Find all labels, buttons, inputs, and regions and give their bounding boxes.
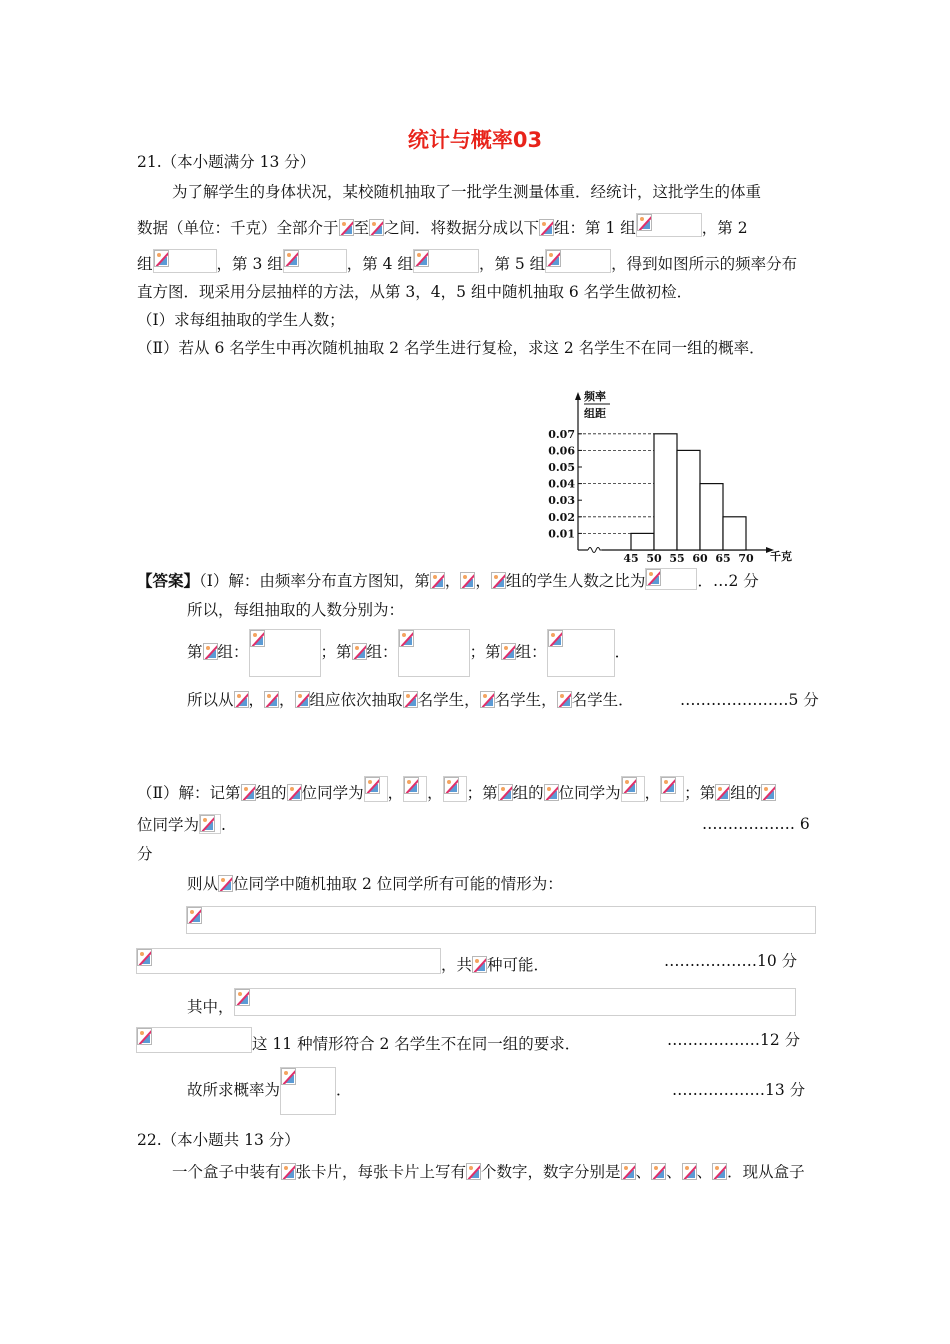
formula-image-icon <box>281 1163 296 1180</box>
y-tick-label: 0.07 <box>548 427 575 441</box>
text-span: 位同学中随机抽取 2 位同学所有可能的情形为： <box>233 875 563 893</box>
formula-image-icon <box>281 1068 296 1085</box>
formula-image-icon <box>546 250 561 267</box>
answer-label: 【答案】 <box>137 571 200 590</box>
formula-image-icon <box>241 784 256 801</box>
score-6: ……………… 6 <box>702 815 810 833</box>
x-tick-label: 55 <box>669 552 685 565</box>
formula-image-icon <box>544 784 559 801</box>
formula-image-icon <box>414 250 429 267</box>
formula-image-placeholder <box>186 906 816 934</box>
formula-image-placeholder <box>443 776 467 802</box>
formula-image-icon <box>682 1163 697 1180</box>
text-span: 组应依次抽取 <box>309 691 403 709</box>
text-span: ；第 <box>466 784 498 802</box>
formula-image-icon <box>539 219 554 236</box>
formula-image-icon <box>557 691 572 708</box>
text-span: ， <box>444 572 461 590</box>
q21-header: 21.（本小题满分 13 分） <box>137 153 316 171</box>
histogram-bar <box>700 484 723 550</box>
text-span: 故所求概率为 <box>187 1081 281 1099</box>
text-span: 、 <box>635 1163 652 1181</box>
text-span: 名学生， <box>494 691 557 709</box>
answer-line1 <box>137 568 759 591</box>
formula-image-placeholder <box>547 629 615 677</box>
text-span: 组： <box>515 643 547 661</box>
formula-image-icon <box>284 250 299 267</box>
formula-image-icon <box>430 572 445 589</box>
text-span: ． <box>614 643 631 661</box>
y-tick-label: 0.01 <box>548 527 575 541</box>
text-span: 种可能． <box>487 956 550 974</box>
formula-image-icon <box>234 691 249 708</box>
formula-image-icon <box>715 784 730 801</box>
formula-image-placeholder <box>153 249 217 273</box>
text-span: ．…2 分 <box>697 572 759 590</box>
formula-image-placeholder <box>249 629 321 677</box>
formula-image-placeholder <box>645 568 697 590</box>
score-6-unit: 分 <box>137 845 153 863</box>
answer-part2-line7 <box>187 988 796 1020</box>
answer-part2-line9 <box>187 1066 352 1115</box>
formula-image-placeholder <box>199 814 221 834</box>
formula-image-icon <box>295 691 310 708</box>
answer-part2-line2 <box>137 814 226 835</box>
score-12: ………………12 分 <box>667 1031 801 1049</box>
text-span: 名学生． <box>571 691 634 709</box>
text-span: 数据（单位：千克）全部介于 <box>137 219 339 237</box>
formula-image-icon <box>460 572 475 589</box>
text-span: ，第 3 组 <box>216 255 283 273</box>
axis-break-mark <box>588 548 602 553</box>
formula-image-icon <box>200 815 215 832</box>
histogram-bar <box>677 450 700 550</box>
text-span: 位同学为 <box>137 816 200 834</box>
text-span: ， <box>475 572 491 590</box>
text-span: ， <box>644 784 661 802</box>
q21-para-line2 <box>137 213 748 238</box>
formula-image-icon <box>352 643 367 660</box>
y-label-bottom: 组距 <box>584 407 606 420</box>
q21-para-line3 <box>137 249 797 274</box>
text-span: 位同学为 <box>558 784 621 802</box>
text-span: 其中， <box>187 998 234 1016</box>
text-span: 则从 <box>187 875 219 893</box>
text-span: 位同学为 <box>301 784 364 802</box>
text-span: ．现从盒子 <box>727 1163 805 1181</box>
frequency-histogram <box>548 388 800 568</box>
text-span: 组 <box>137 255 153 273</box>
answer-line3 <box>187 628 630 677</box>
q22-header: 22.（本小题共 13 分） <box>137 1131 300 1149</box>
formula-image-icon <box>137 949 152 966</box>
formula-image-placeholder <box>636 213 702 237</box>
text-span: ；第 <box>684 784 716 802</box>
text-span: ， <box>387 784 404 802</box>
text-span: （Ⅰ）解：由频率分布直方图知，第 <box>199 572 430 590</box>
formula-image-icon <box>339 219 354 236</box>
text-span: . <box>221 816 226 834</box>
score-13: ………………13 分 <box>672 1081 806 1099</box>
formula-image-icon <box>365 777 380 794</box>
formula-image-icon <box>498 784 513 801</box>
text-span: ；第 <box>469 643 501 661</box>
formula-image-placeholder <box>403 776 427 802</box>
text-span: ，第 5 组 <box>478 255 546 273</box>
x-tick-label: 50 <box>646 552 662 565</box>
formula-image-placeholder <box>364 776 388 802</box>
formula-image-placeholder <box>280 1067 336 1115</box>
text-span: 一个盒子中装有 <box>172 1163 281 1181</box>
q22-line1 <box>172 1162 805 1182</box>
histogram-bar <box>631 533 654 550</box>
formula-image-icon <box>548 630 563 647</box>
answer-part2-line4 <box>187 874 563 894</box>
x-tick-label: 60 <box>692 552 708 565</box>
x-tick-label: 45 <box>623 552 639 565</box>
text-span: ，第 2 <box>701 219 748 237</box>
formula-image-icon <box>621 1163 636 1180</box>
answer-line2: 所以，每组抽取的人数分别为： <box>187 601 405 619</box>
text-span: ． <box>336 1081 352 1099</box>
formula-image-icon <box>235 989 250 1006</box>
formula-image-icon <box>264 691 279 708</box>
text-span: ， <box>248 691 265 709</box>
answer-line4 <box>187 690 634 710</box>
y-tick-label: 0.02 <box>548 510 575 524</box>
y-tick-label: 0.03 <box>548 494 575 508</box>
formula-image-icon <box>637 214 652 231</box>
text-span: 至 <box>353 219 370 237</box>
page-title: 统计与概率03 <box>407 128 543 152</box>
text-span: 组的学生人数之比为 <box>505 572 646 590</box>
formula-image-icon <box>187 907 202 924</box>
formula-image-icon <box>154 250 169 267</box>
y-tick-label: 0.05 <box>548 461 575 474</box>
formula-image-icon <box>399 630 414 647</box>
formula-image-icon <box>137 1028 152 1045</box>
text-span: 所以从 <box>187 691 234 709</box>
text-span: 组的 <box>512 784 544 802</box>
text-span: 组的 <box>730 784 762 802</box>
formula-image-icon <box>491 572 506 589</box>
formula-image-icon <box>651 1163 666 1180</box>
formula-image-icon <box>761 784 776 801</box>
formula-image-icon <box>622 777 637 794</box>
formula-image-icon <box>501 643 516 660</box>
histogram-bar <box>654 434 677 550</box>
score-5: …………………5 分 <box>680 691 819 709</box>
formula-image-icon <box>218 875 233 892</box>
formula-image-placeholder <box>398 629 470 677</box>
formula-image-icon <box>403 691 418 708</box>
q21-para-line4: 直方图．现采用分层抽样的方法，从第 3，4，5 组中随机抽取 6 名学生做初检． <box>137 283 693 301</box>
formula-image-placeholder <box>413 249 479 273</box>
score-10: ………………10 分 <box>664 952 798 970</box>
formula-image-placeholder <box>234 988 796 1016</box>
text-span: ，共 <box>441 956 473 974</box>
text-span: ，得到如图所示的频率分布 <box>611 255 798 273</box>
x-tick-label: 65 <box>715 552 731 565</box>
formula-image-icon <box>712 1163 727 1180</box>
answer-part2-line8 <box>136 1027 580 1057</box>
y-tick-label: 0.06 <box>548 444 575 458</box>
histogram-bar <box>723 517 746 550</box>
formula-image-placeholder <box>136 948 441 974</box>
text-span: ， <box>279 691 295 709</box>
text-span: 之间．将数据分成以下 <box>384 219 540 237</box>
text-span: 名学生， <box>417 691 480 709</box>
q21-subq-2: （Ⅱ）若从 6 名学生中再次随机抽取 2 名学生进行复检，求这 2 名学生不在同一组的概率． <box>137 339 765 357</box>
text-span: 个数字，数字分别是 <box>481 1163 621 1181</box>
formula-image-placeholder <box>660 776 684 802</box>
y-axis-arrow <box>575 392 581 400</box>
chart-marks <box>548 428 754 565</box>
q21-para-line1: 为了解学生的身体状况，某校随机抽取了一批学生测量体重．经统计，这批学生的体重 <box>172 183 762 201</box>
answer-part2-line1 <box>137 776 776 803</box>
text-span: ， <box>427 784 443 802</box>
text-span: 、 <box>696 1163 713 1181</box>
formula-image-icon <box>661 777 676 794</box>
q21-subq-1: （Ⅰ）求每组抽取的学生人数； <box>137 311 345 329</box>
text-span: 这 11 种情形符合 2 名学生不在同一组的要求． <box>252 1035 581 1053</box>
text-span: 组：第 1 组 <box>554 219 636 237</box>
text-span: ，第 4 组 <box>346 255 413 273</box>
text-span: ；第 <box>320 643 352 661</box>
formula-image-icon <box>250 630 265 647</box>
text-span: 组： <box>366 643 398 661</box>
formula-image-icon <box>466 1163 481 1180</box>
formula-image-icon <box>369 219 384 236</box>
formula-image-icon <box>404 777 419 794</box>
y-tick-label: 0.04 <box>548 477 575 491</box>
formula-image-placeholder <box>136 1027 252 1053</box>
formula-image-placeholder <box>545 249 611 273</box>
x-axis-label: 千克 <box>770 550 792 563</box>
answer-part2-line6 <box>136 948 549 978</box>
text-span: （Ⅱ）解：记第 <box>137 784 241 802</box>
text-span: 第 <box>187 643 203 661</box>
x-tick-label: 70 <box>738 552 754 565</box>
text-span: 组： <box>217 643 249 661</box>
formula-image-icon <box>472 956 487 973</box>
formula-image-icon <box>480 691 495 708</box>
text-span: 张卡片，每张卡片上写有 <box>295 1163 467 1181</box>
formula-image-icon <box>203 643 218 660</box>
formula-image-placeholder <box>283 249 347 273</box>
y-label-top: 频率 <box>584 390 606 403</box>
formula-image-icon <box>646 569 661 586</box>
formula-image-icon <box>287 784 302 801</box>
text-span: 组的 <box>255 784 287 802</box>
formula-image-placeholder <box>621 776 645 802</box>
formula-image-icon <box>444 777 459 794</box>
text-span: 、 <box>666 1163 682 1181</box>
